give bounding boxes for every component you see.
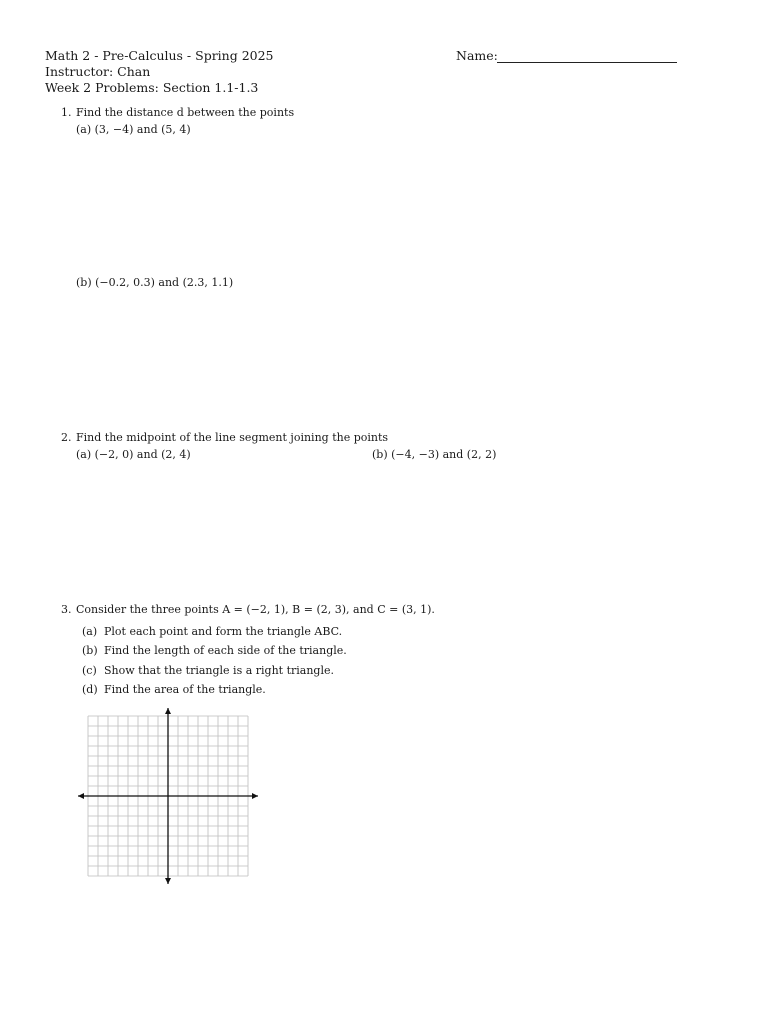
y-axis-down-arrow-icon xyxy=(165,878,171,884)
problem-3d-text: Find the area of the triangle. xyxy=(104,683,266,696)
problem-3a-text: Plot each point and form the triangle ABC. xyxy=(104,625,343,638)
instructor-line: Instructor: Chan xyxy=(45,64,151,79)
problem-1-number: 1. xyxy=(61,106,72,119)
grid-axes xyxy=(78,708,258,884)
problem-2-prompt: Find the midpoint of the line segment joining the points xyxy=(76,431,389,444)
x-axis-right-arrow-icon xyxy=(252,793,258,799)
problem-3b-label: (b) xyxy=(82,644,98,657)
name-label: Name: xyxy=(456,48,498,63)
problem-2a: (a) (−2, 0) and (2, 4) xyxy=(76,448,191,461)
problem-2b: (b) (−4, −3) and (2, 2) xyxy=(372,448,497,461)
coordinate-grid[interactable] xyxy=(72,704,268,888)
problem-3a-label: (a) xyxy=(82,625,98,638)
problem-3c-label: (c) xyxy=(82,664,97,677)
problem-1-prompt: Find the distance d between the points xyxy=(76,106,295,119)
course-title: Math 2 - Pre-Calculus - Spring 2025 xyxy=(45,48,274,63)
problem-1a: (a) (3, −4) and (5, 4) xyxy=(76,123,191,136)
problem-2-number: 2. xyxy=(61,431,72,444)
problem-3-number: 3. xyxy=(61,603,72,616)
problem-1b: (b) (−0.2, 0.3) and (2.3, 1.1) xyxy=(76,276,234,289)
week-line: Week 2 Problems: Section 1.1-1.3 xyxy=(45,80,259,95)
y-axis-up-arrow-icon xyxy=(165,708,171,714)
problem-3-prompt: Consider the three points A = (−2, 1), B = (2, 3), and C = (3, 1). xyxy=(76,603,435,616)
problem-3b-text: Find the length of each side of the triangle. xyxy=(104,644,347,657)
x-axis-left-arrow-icon xyxy=(78,793,84,799)
problem-3c-text: Show that the triangle is a right triangle. xyxy=(104,664,334,677)
problem-3d-label: (d) xyxy=(82,683,98,696)
name-blank-line[interactable] xyxy=(497,62,677,63)
